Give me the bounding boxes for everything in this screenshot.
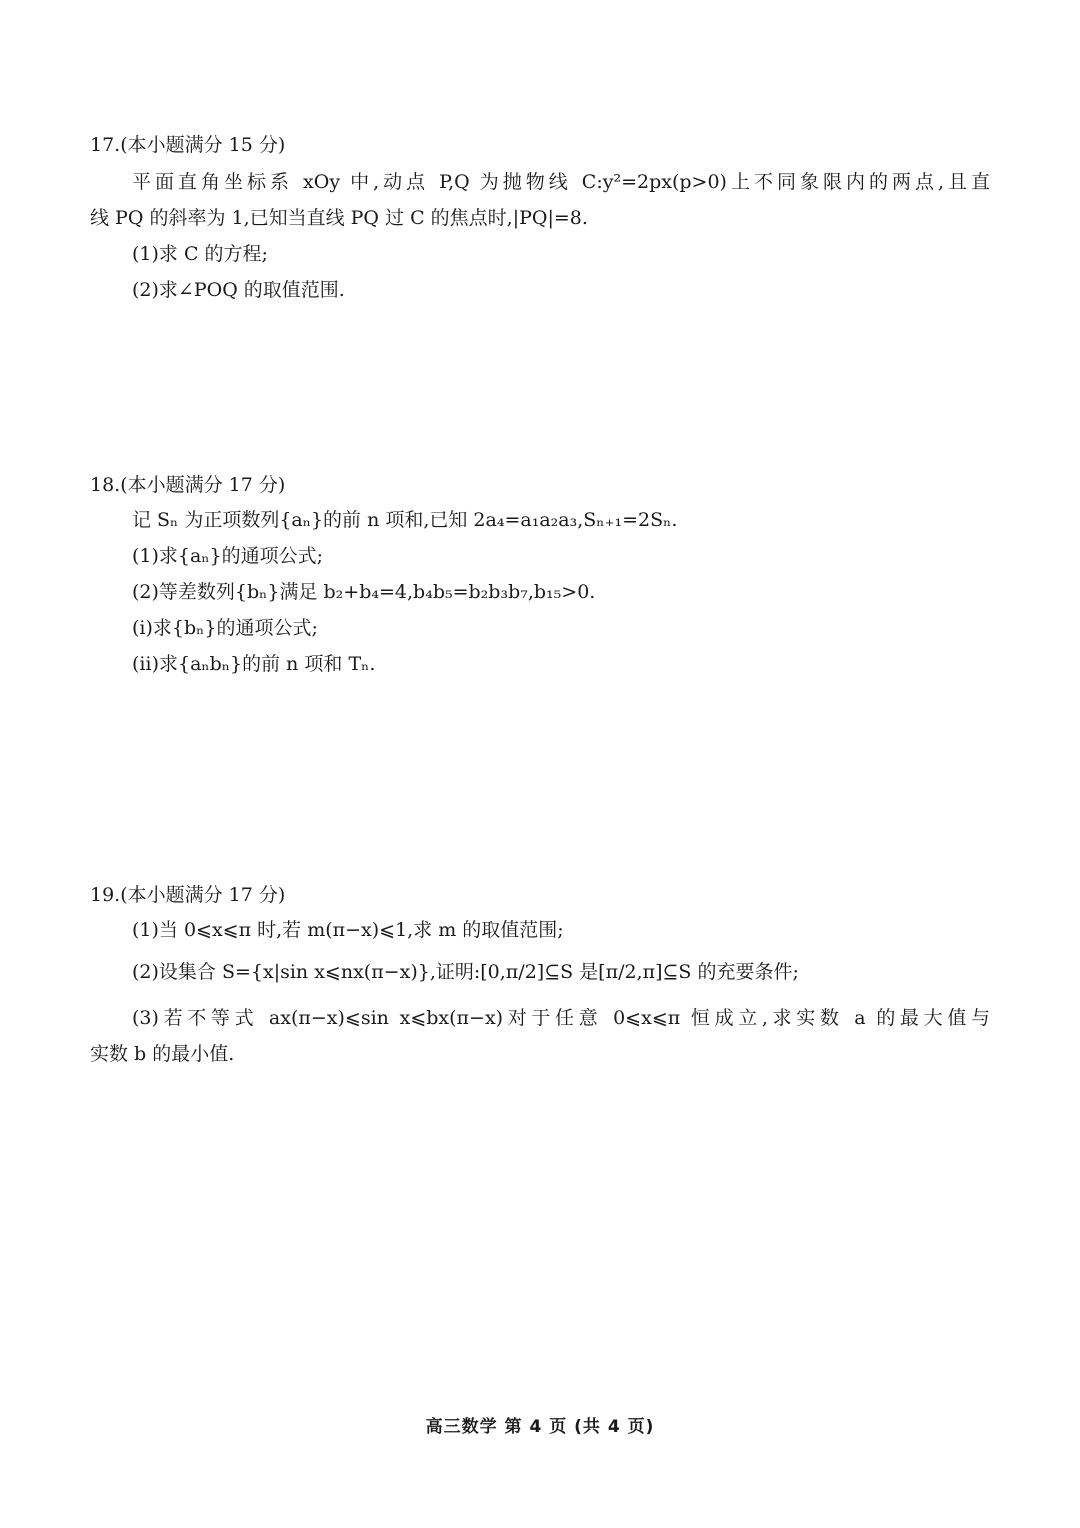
- problem-17: [90, 130, 990, 308]
- problem-18-part-2-i: (ⅰ)求{bₙ}的通项公式;: [132, 617, 318, 639]
- problem-18-part-2: (2)等差数列{bₙ}满足 b₂+b₄=4,b₄b₅=b₂b₃b₇,b₁₅>0.: [132, 581, 596, 603]
- problem-19-part-2: (2)设集合 S={x|sin x⩽nx(π−x)},证明:[0,π/2]⊆S 是[π/2,π]⊆S 的充要条件;: [132, 961, 799, 983]
- problem-18: [90, 470, 990, 682]
- problem-17-header: 17.(本小题满分 15 分): [90, 134, 286, 156]
- problem-17-part-1: (1)求 C 的方程;: [132, 243, 268, 265]
- problem-18-part-1: (1)求{aₙ}的通项公式;: [132, 545, 324, 567]
- problem-19: [90, 880, 990, 1072]
- problem-18-part-2-ii: (ⅱ)求{aₙbₙ}的前 n 项和 Tₙ.: [132, 653, 376, 675]
- problem-17-part-2: (2)求∠POQ 的取值范围.: [132, 279, 345, 301]
- problem-18-stem: 记 Sₙ 为正项数列{aₙ}的前 n 项和,已知 2a₄=a₁a₂a₃,Sₙ₊₁=2Sₙ.: [132, 509, 678, 531]
- problem-19-part-1: (1)当 0⩽x⩽π 时,若 m(π−x)⩽1,求 m 的取值范围;: [132, 919, 564, 941]
- problem-17-stem-line-1: 平面直角坐标系 xOy 中,动点 P,Q 为抛物线 C:y²=2px(p>0)上不同象限内的两点,且直: [132, 171, 990, 193]
- problem-19-header: 19.(本小题满分 17 分): [90, 884, 286, 906]
- page-footer: 高三数学 第 4 页 (共 4 页): [425, 1417, 655, 1437]
- problem-17-stem-line-2: 线 PQ 的斜率为 1,已知当直线 PQ 过 C 的焦点时,|PQ|=8.: [90, 207, 588, 229]
- problem-19-part-3-line-1: (3)若不等式 ax(π−x)⩽sin x⩽bx(π−x)对于任意 0⩽x⩽π 恒成立,求实数 a 的最大值与: [132, 1007, 990, 1029]
- problem-18-header: 18.(本小题满分 17 分): [90, 474, 286, 496]
- problem-19-part-3-line-2: 实数 b 的最小值.: [90, 1043, 235, 1065]
